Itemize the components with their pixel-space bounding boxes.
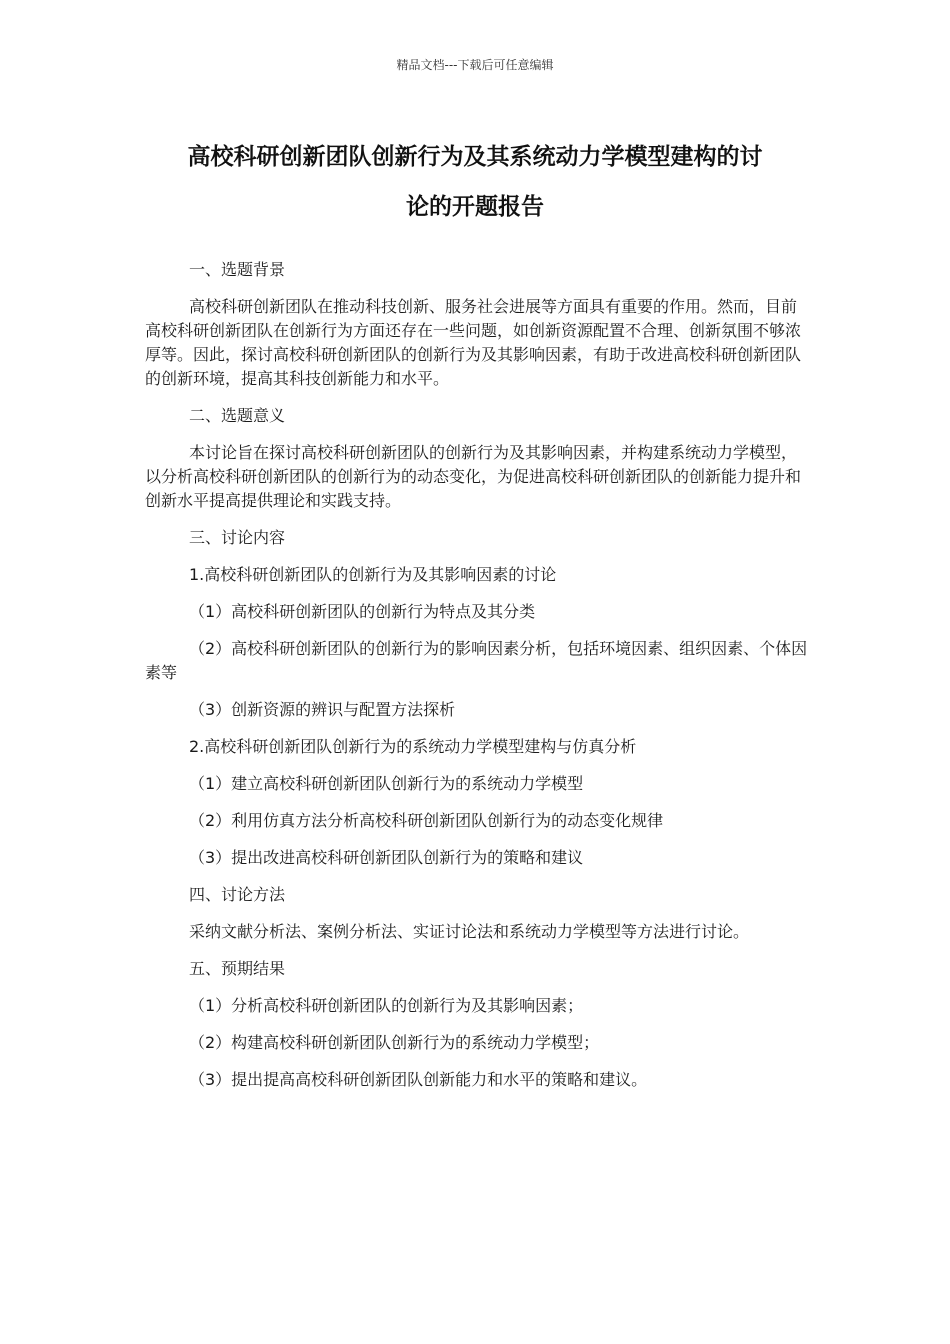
paragraph-background: 高校科研创新团队在推动科技创新、服务社会进展等方面具有重要的作用。然而，目前高校科研创新团队在创新行为方面还存在一些问题，如创新资源配置不合理、创新氛围不够浓厚等。因此，探讨高校科研创新团队的创新行为及其影响因素，有助于改进高校科研创新团队的创新环境，提高其科技创新能力和水平。 bbox=[145, 297, 802, 388]
title-line-1: 高校科研创新团队创新行为及其系统动力学模型建构的讨 bbox=[187, 144, 763, 170]
content-item-2-1: （1）建立高校科研创新团队创新行为的系统动力学模型 bbox=[189, 774, 584, 793]
content-item-1-3: （3）创新资源的辨识与配置方法探析 bbox=[189, 700, 456, 719]
content-item-1-2: （2）高校科研创新团队的创新行为的影响因素分析，包括环境因素、组织因素、个体因素等 bbox=[145, 639, 808, 682]
paragraph-method: 采纳文献分析法、案例分析法、实证讨论法和系统动力学模型等方法进行讨论。 bbox=[189, 922, 750, 941]
result-item-2: （2）构建高校科研创新团队创新行为的系统动力学模型； bbox=[189, 1033, 600, 1052]
content-item-2-3: （3）提出改进高校科研创新团队创新行为的策略和建议 bbox=[189, 848, 584, 867]
section-heading-results: 五、预期结果 bbox=[189, 959, 286, 978]
result-item-3: （3）提出提高高校科研创新团队创新能力和水平的策略和建议。 bbox=[189, 1070, 648, 1089]
content-item-2-2: （2）利用仿真方法分析高校科研创新团队创新行为的动态变化规律 bbox=[189, 811, 664, 830]
result-item-1: （1）分析高校科研创新团队的创新行为及其影响因素； bbox=[189, 996, 584, 1015]
title-line-2: 论的开题报告 bbox=[406, 194, 544, 220]
content-item-2: 2.高校科研创新团队创新行为的系统动力学模型建构与仿真分析 bbox=[189, 737, 637, 756]
paragraph-significance: 本讨论旨在探讨高校科研创新团队的创新行为及其影响因素，并构建系统动力学模型，以分析高校科研创新团队的创新行为的动态变化，为促进高校科研创新团队的创新能力提升和创新水平提高提供理论和实践支持。 bbox=[145, 443, 802, 510]
content-item-1-1: （1）高校科研创新团队的创新行为特点及其分类 bbox=[189, 602, 536, 621]
content-item-1: 1.高校科研创新团队的创新行为及其影响因素的讨论 bbox=[189, 565, 557, 584]
header-note: 精品文档---下载后可任意编辑 bbox=[396, 58, 554, 72]
document-body bbox=[145, 258, 810, 1105]
document-title bbox=[150, 132, 800, 232]
section-heading-content: 三、讨论内容 bbox=[189, 528, 286, 547]
section-heading-method: 四、讨论方法 bbox=[189, 885, 286, 904]
section-heading-significance: 二、选题意义 bbox=[189, 406, 286, 425]
section-heading-background: 一、选题背景 bbox=[189, 260, 286, 279]
